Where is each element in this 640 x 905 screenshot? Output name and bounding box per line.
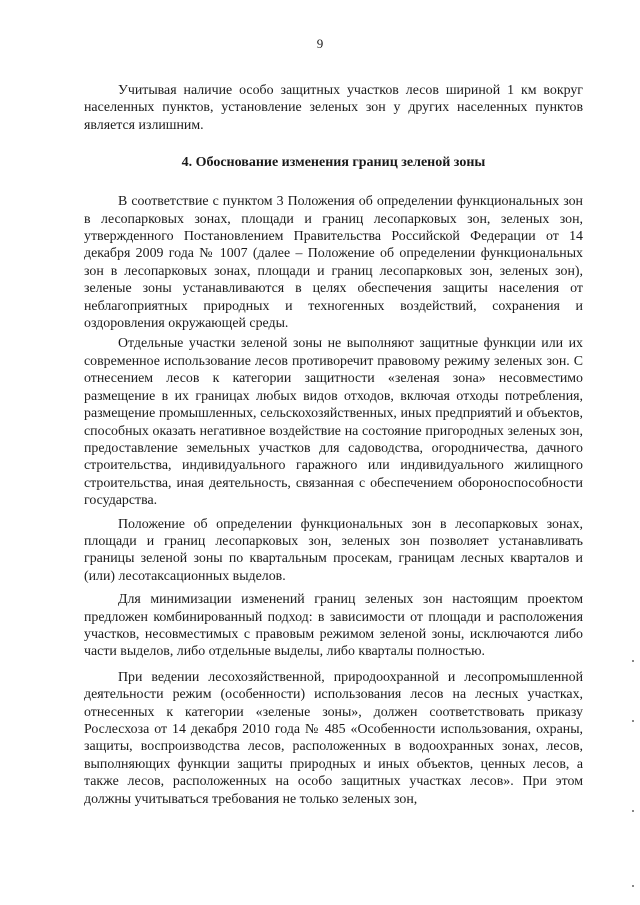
body-paragraph: При ведении лесохозяйственной, природоохранной и лесопромышленной деятельности режим (особенности) использования лесов на лесных участках, отнесенных к категории «зеленые зоны», должен соответствовать приказу Рослесхоза от 14 декабря 2010 года № 485 «Особенности использования, охраны, защиты, воспроизводства лесов, расположенных в водоохранных зонах, лесов, выполняющих функции защиты природных и иных объектов, ценных лесов, а также лесов, расположенных на особо защитных участках лесов». При этом должны учитываться требования не только зеленых зон, (84, 669, 583, 807)
body-paragraph: В соответствие с пунктом 3 Положения об определении функциональных зон в лесопарковых зонах, площади и границ лесопарковых зон, зеленых зон, утвержденного Постановлением Правительства Российской Федерации от 14 декабря 2009 года № 1007 (далее – Положение об определении функциональных зон в лесопарковых зонах, площади и границ лесопарковых зон, зеленых зон), зеленые зоны устанавливаются в целях обеспечения защиты населения от неблагоприятных природных и техногенных воздействий, сохранения и оздоровления окружающей среды. (84, 194, 583, 332)
body-paragraph: Отдельные участки зеленой зоны не выполняют защитные функции или их современное использование лесов противоречит правовому режиму зеленых зон. С отнесением лесов к категории защитности «зеленая зона» несовместимо размещение в их границах любых видов отходов, включая отходы потребления, размещение промышленных, сельскохозяйственных, иных предприятий и объектов, способных оказать негативное воздействие на состояние пригородных зеленых зон, предоставление земельных участков для садоводства, огородничества, дачного строительства, индивидуального гаражного или индивидуального жилищного строительства, иная деятельность, связанная с обеспечением обороноспособности государства. (84, 336, 583, 509)
body-paragraph: Положение об определении функциональных зон в лесопарковых зонах, площади и границ лесопарковых зон, зеленых зон позволяет устанавливать границы зеленой зоны по квартальным просекам, границам лесных кварталов и (или) лесотаксационных выделов. (84, 516, 583, 584)
document-body (84, 82, 583, 808)
body-paragraph: Для минимизации изменений границ зеленых зон настоящим проектом предложен комбинированный подход: в зависимости от площади и расположения участков, несовместимых с правовым режимом зеленой зоны, исключаются либо части выделов, либо отдельные выделы, либо кварталы полностью. (84, 592, 583, 660)
scan-edge-marks (632, 660, 636, 890)
section-heading: 4. Обоснование изменения границ зеленой зоны (181, 155, 486, 171)
page-number: 9 (316, 36, 324, 51)
intro-paragraph: Учитывая наличие особо защитных участков лесов шириной 1 км вокруг населенных пунктов, установление зеленых зон у других населенных пунктов является излишним. (84, 83, 583, 133)
